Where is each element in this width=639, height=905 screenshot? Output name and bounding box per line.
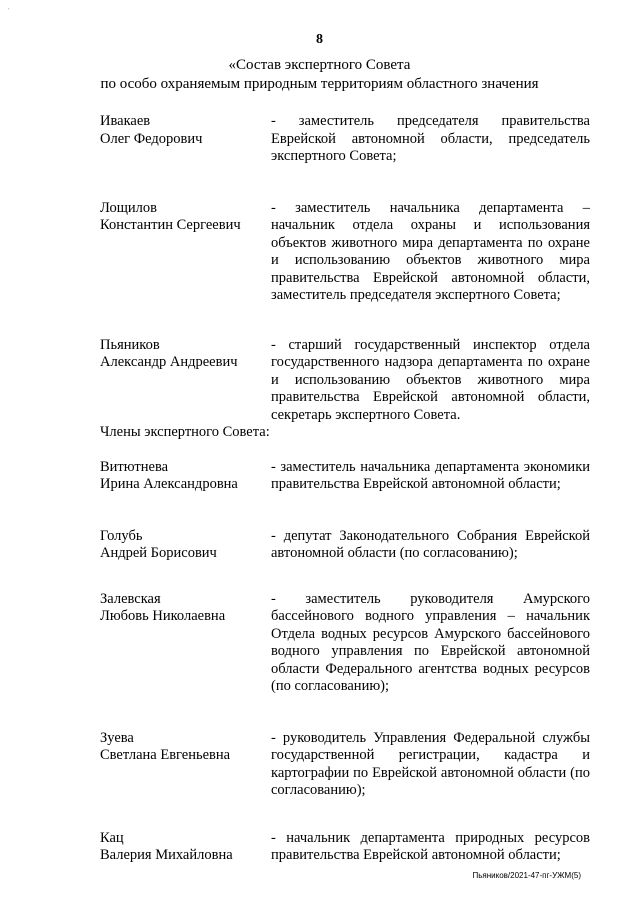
member-name (100, 337, 271, 372)
member-surname: Витютнева (100, 458, 169, 475)
member-role: - заместитель начальника департамента экономики правительства Еврейской автономной области; (271, 458, 590, 492)
member-name (100, 200, 271, 235)
member-role: - заместитель председателя правительства Еврейской автономной области, председатель экспертного Совета; (271, 113, 590, 164)
member-surname: Зуева (100, 729, 134, 746)
member-name (100, 459, 271, 494)
member-given-name: Светлана Евгеньевна (100, 747, 231, 763)
member-role: - заместитель начальника департамента – начальник отдела охраны и использования объектов животного мира департамента по охране и использованию объектов животного мира правительства Еврейской автономной области, заместитель председателя экспертного Совета; (271, 199, 590, 303)
member-surname: Лощилов (100, 199, 157, 216)
member-name (100, 591, 271, 626)
member-entry (100, 830, 590, 865)
member-role: - начальник департамента природных ресурсов правительства Еврейской автономной области; (271, 829, 590, 863)
member-given-name: Александр Андреевич (100, 354, 238, 370)
member-given-name: Любовь Николаевна (100, 608, 226, 624)
member-given-name: Андрей Борисович (100, 545, 217, 561)
members-list (100, 113, 590, 865)
member-role: - старший государственный инспектор отдела государственного надзора департамента по охране и использованию объектов животного мира правительства Еврейской автономной области, секретарь экспертного Совета. (271, 336, 590, 423)
member-surname: Голубь (100, 527, 143, 544)
title-line-2: по особо охраняемым природным территориям областного значения (100, 76, 539, 92)
member-entry (100, 337, 590, 425)
corner-mark: ' (8, 8, 10, 14)
member-given-name: Валерия Михайловна (100, 847, 233, 863)
member-surname: Пьяников (100, 336, 160, 353)
member-role: - заместитель руководителя Амурского бассейнового водного управления – начальник Отдела водных ресурсов Амурского бассейнового водного управления по Еврейской автономной области Федерального агентства водных ресурсов (по согласованию); (271, 590, 590, 694)
member-entry (100, 113, 590, 166)
member-entry (100, 591, 590, 696)
member-name (100, 830, 271, 865)
member-surname: Залевская (100, 590, 161, 607)
member-given-name: Олег Федорович (100, 130, 203, 147)
title-line-1: «Состав экспертного Совета (228, 57, 411, 73)
member-name (100, 528, 271, 563)
member-entry (100, 730, 590, 800)
footer-document-code: Пьяников/2021-47-пг-УЖМ(5) (472, 871, 581, 880)
member-role: - руководитель Управления Федеральной службы государственной регистрации, кадастра и картографии по Еврейской автономной области (по согласованию); (271, 729, 590, 798)
member-given-name: Ирина Александровна (100, 476, 238, 492)
member-entry (100, 459, 590, 494)
document-title (0, 56, 639, 94)
member-surname: Кац (100, 829, 124, 846)
members-heading: Члены экспертного Совета: (100, 424, 270, 440)
page-number: 8 (316, 32, 323, 47)
member-surname: Ивакаев (100, 113, 151, 129)
member-role: - депутат Законодательного Собрания Еврейской автономной области (по согласованию); (271, 527, 590, 561)
member-given-name: Константин Сергеевич (100, 217, 241, 233)
member-entry (100, 200, 590, 305)
member-entry (100, 528, 590, 563)
member-name (100, 113, 271, 148)
member-name (100, 730, 271, 765)
